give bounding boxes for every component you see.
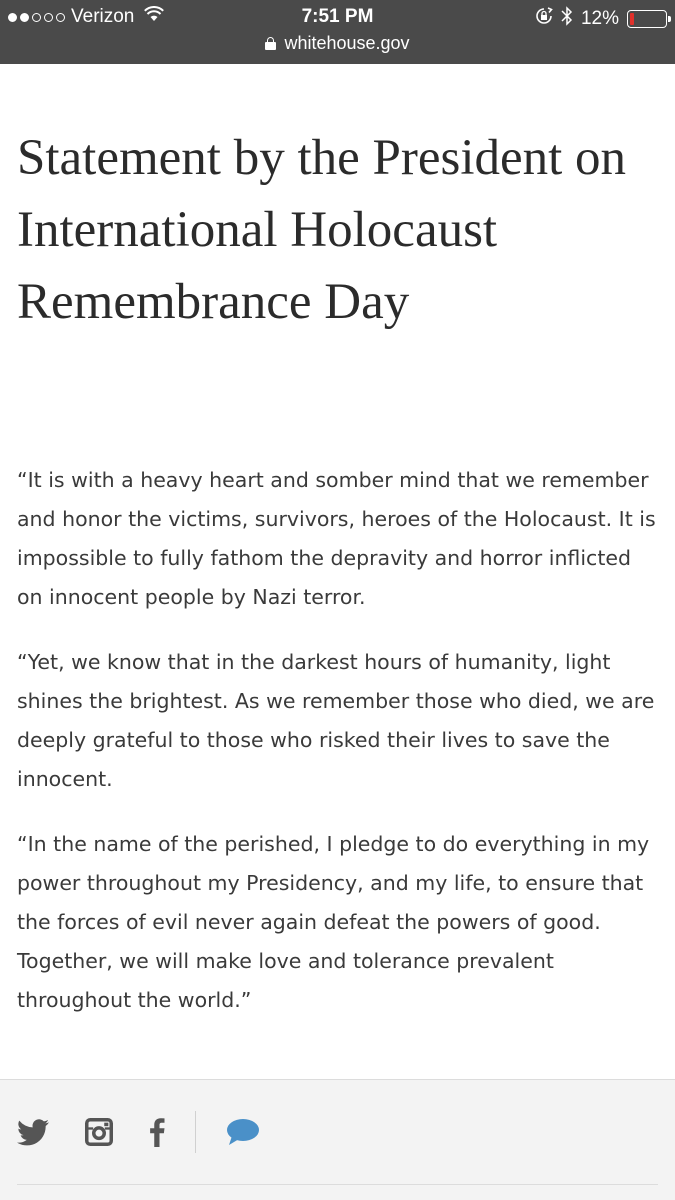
footer-rule <box>17 1184 658 1185</box>
article-paragraph: “Yet, we know that in the darkest hours of humanity, light shines the brightest. As we remember those who died, we are deeply grateful to those who risked their lives to save the innocent. <box>17 650 655 791</box>
status-right <box>535 6 667 32</box>
address-bar[interactable] <box>0 33 675 54</box>
footer <box>0 1079 675 1200</box>
twitter-icon[interactable] <box>17 1119 49 1146</box>
article-paragraph: “In the name of the perished, I pledge to do everything in my power throughout my Presidency, and my life, to ensure that the forces of evil never again defeat the powers of good. Together, we will make love and tolerance prevalent throughout the world.” <box>17 832 650 1012</box>
instagram-icon[interactable] <box>85 1118 113 1146</box>
facebook-icon[interactable] <box>149 1117 165 1147</box>
lock-icon <box>265 37 276 50</box>
battery-icon <box>627 10 667 28</box>
social-links <box>17 1110 296 1154</box>
battery-percent: 12% <box>580 8 619 29</box>
bluetooth-icon <box>561 6 573 32</box>
article-paragraph: “It is with a heavy heart and somber mind that we remember and honor the victims, survivors, heroes of the Holocaust. It is impossible to fully fathom the depravity and horror inflicted on innocent people by Nazi terror. <box>17 468 656 609</box>
status-time: 7:51 PM <box>301 6 374 27</box>
footer-divider <box>195 1111 196 1153</box>
article-body <box>17 461 662 1046</box>
rotation-lock-icon <box>535 7 553 31</box>
article-title: Statement by the President on International Holocaust Remembrance Day <box>17 130 627 330</box>
status-bar <box>0 0 675 64</box>
chat-bubble-icon[interactable] <box>226 1118 260 1146</box>
url-text[interactable]: whitehouse.gov <box>284 33 410 53</box>
carrier-name: Verizon <box>71 6 135 27</box>
